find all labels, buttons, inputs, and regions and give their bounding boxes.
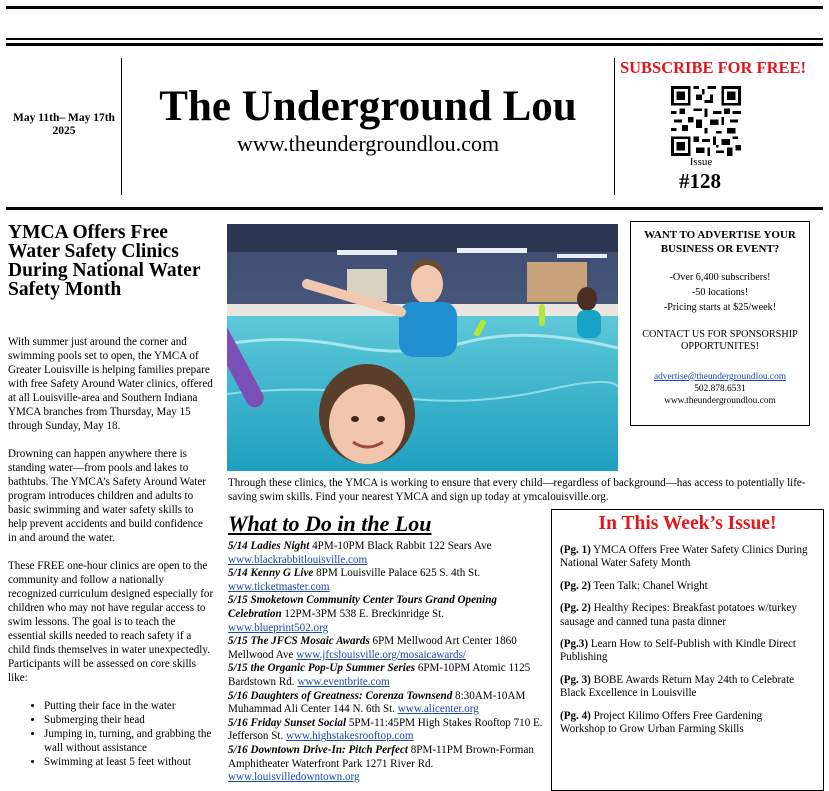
list-item: • Jumping in, turning, and grabbing the wall without assistance: [44, 727, 214, 755]
list-item: [560, 544, 810, 571]
masthead-rule-top-2: [6, 43, 823, 46]
list-item: [228, 540, 546, 567]
list-item: [228, 717, 546, 744]
list-item: [560, 710, 810, 737]
advertise-phone: 502.878.6531: [694, 384, 746, 394]
issue-date: May 11th– May 17th 2025: [13, 112, 115, 137]
event-name: 5/16 Downtown Drive-In: Pitch Perfect: [228, 743, 408, 756]
masthead-rule-bottom: [6, 207, 823, 210]
newspaper-title: The Underground Lou: [159, 83, 577, 130]
item-text: YMCA Offers Free Water Safety Clinics During National Water Safety Month: [560, 544, 808, 570]
event-name: 5/15 the Organic Pop-Up Summer Series: [228, 662, 416, 675]
article-headline: YMCA Offers Free Water Safety Clinics During National Water Safety Month: [8, 222, 201, 300]
page-ref: (Pg. 2): [560, 579, 591, 592]
masthead-divider-left: [121, 58, 122, 195]
list-item: [228, 690, 546, 717]
masthead-divider-right: [614, 58, 615, 195]
event-name: 5/16 Daughters of Greatness: Corenza Townsend: [228, 689, 453, 702]
advertise-email-link[interactable]: advertise@theundergroundlou.com: [653, 372, 787, 382]
top-rule: [6, 6, 823, 9]
website-url[interactable]: www.theundergroundlou.com: [236, 131, 500, 156]
event-name: 5/15 Smoketown Community Center Tours Grand Opening Celebration: [228, 594, 497, 620]
page-ref: (Pg. 1): [560, 544, 591, 556]
list-item: • Submerging their head: [44, 713, 214, 727]
page-ref: (Pg. 2): [560, 602, 591, 615]
list-item: [560, 638, 810, 665]
masthead-rule-top: [6, 38, 823, 40]
list-item: [228, 567, 546, 594]
event-link[interactable]: www.eventbrite.com: [297, 675, 390, 688]
advertise-box: [630, 221, 810, 426]
event-details: 6PM-10PM Atomic 1125 Bardstown Rd.: [228, 662, 531, 688]
list-item: [228, 635, 546, 662]
article-paragraph: With summer just around the corner and swimming pools set to open, the YMCA of Greater Louisville is helping families prepare with free Safety Around Water clinics, offered at all Louisville-area and Southern Indiana YMCA branches from Thursday, May 15 through Sunday, May 18.: [8, 336, 213, 432]
list-item: [228, 594, 546, 635]
advertise-stat: -Pricing starts at $25/week!: [663, 302, 777, 313]
article-body: [8, 335, 214, 769]
advertise-stat: -Over 6,400 subscribers!: [669, 272, 771, 283]
pool-photo: [227, 224, 618, 471]
subscribe-label[interactable]: SUBSCRIBE FOR FREE!: [619, 58, 807, 77]
event-link[interactable]: www.louisvilledowntown.org: [228, 771, 360, 784]
event-link[interactable]: www.ticketmaster.com: [228, 580, 330, 593]
page-ref: (Pg. 3): [560, 673, 591, 686]
event-details: 5PM-11:45PM High Stakes Rooftop 710 E. Jefferson St.: [228, 716, 543, 743]
in-this-issue-box: [551, 509, 824, 791]
event-details: 4PM-10PM Black Rabbit 122 Sears Ave: [309, 540, 492, 552]
skills-list: [8, 699, 214, 769]
event-details: 8PM-11PM Brown-Forman Amphitheater Waterfront Park 1271 River Rd.: [228, 743, 534, 770]
article-paragraph: Drowning can happen anywhere there is standing water—from pools and lakes to bathtubs. The YMCA’s Safety Around Water program introduces children and adults to basic swimming and water safety skills to help prevent accidents and build confidence in and around the water.: [8, 448, 206, 544]
advertise-contact: CONTACT US FOR SPONSORSHIP OPPORTUNITES!: [642, 329, 798, 352]
event-link[interactable]: www.blackrabbitlouisville.com: [228, 553, 368, 566]
event-link[interactable]: www.highstakesrooftop.com: [286, 730, 414, 743]
list-item: [228, 662, 546, 689]
advertise-website[interactable]: www.theundergroundlou.com: [664, 396, 776, 406]
event-name: 5/14 Ladies Night: [228, 540, 310, 552]
event-link[interactable]: www.alicenter.org: [397, 703, 479, 716]
events-title: What to Do in the Lou: [228, 511, 432, 536]
page-ref: (Pg. 4): [560, 709, 591, 722]
event-details: 8:30AM-10AM Muhammad Ali Center 144 N. 6th St.: [228, 689, 526, 716]
item-text: Learn How to Self-Publish with Kindle Direct Publishing: [560, 638, 797, 664]
advertise-stat: -50 locations!: [691, 287, 749, 298]
event-link[interactable]: www.blueprint502.org: [228, 621, 329, 634]
events-list: [228, 540, 546, 785]
item-text: Project Kilimo Offers Free Gardening Workshop to Grow Urban Farming Skills: [560, 709, 763, 736]
advertise-contact-info: [631, 371, 809, 407]
page-ref: (Pg.3): [560, 638, 589, 651]
item-text: BOBE Awards Return May 24th to Celebrate Black Excellence in Louisville: [560, 673, 795, 700]
article-paragraph: These FREE one-hour clinics are open to the community and follow a nationally recognized curriculum designed especially for children who may not have regular access to swim lessons. The goal is to teach the essential skills needed to reach safety if a child finds themselves in water unexpectedly. Participants will be assessed on core skills like:: [8, 560, 214, 684]
list-item: [228, 744, 546, 785]
event-name: 5/15 The JFCS Mosaic Awards: [228, 635, 370, 648]
event-link[interactable]: www.jfcslouisville.org/mosaicawards/: [296, 648, 466, 661]
qr-code-icon[interactable]: [667, 86, 745, 156]
event-details: 8PM Louisville Palace 625 S. 4th St.: [313, 567, 481, 580]
list-item: [560, 602, 810, 629]
advertise-stats: [631, 270, 809, 315]
list-item: • Putting their face in the water: [44, 699, 214, 713]
item-text: Teen Talk: Chanel Wright: [590, 579, 708, 592]
issue-label: Issue: [689, 156, 713, 168]
event-name: 5/16 Friday Sunset Social: [228, 716, 347, 729]
item-text: Healthy Recipes: Breakfast potatoes w/turkey sausage and canned tuna pasta dinner: [560, 602, 797, 628]
event-name: 5/14 Kenny G Live: [228, 567, 314, 580]
issue-number: #128: [679, 169, 721, 193]
photo-caption: Through these clinics, the YMCA is working to ensure that every child—regardless of background—has access to potentially life-saving swim skills. Find your nearest YMCA and sign up today at ymcalouisville.org.: [228, 477, 806, 503]
advertise-title: WANT TO ADVERTISE YOUR BUSINESS OR EVENT?: [644, 229, 796, 255]
event-details: 6PM Mellwood Art Center 1860 Mellwood Ave: [228, 635, 517, 661]
in-this-issue-title: In This Week’s Issue!: [598, 513, 777, 534]
list-item: [560, 580, 810, 593]
event-details: 12PM-3PM 538 E. Breckinridge St.: [281, 607, 445, 620]
list-item: [560, 674, 810, 701]
list-item: • Swimming at least 5 feet without: [44, 755, 214, 769]
